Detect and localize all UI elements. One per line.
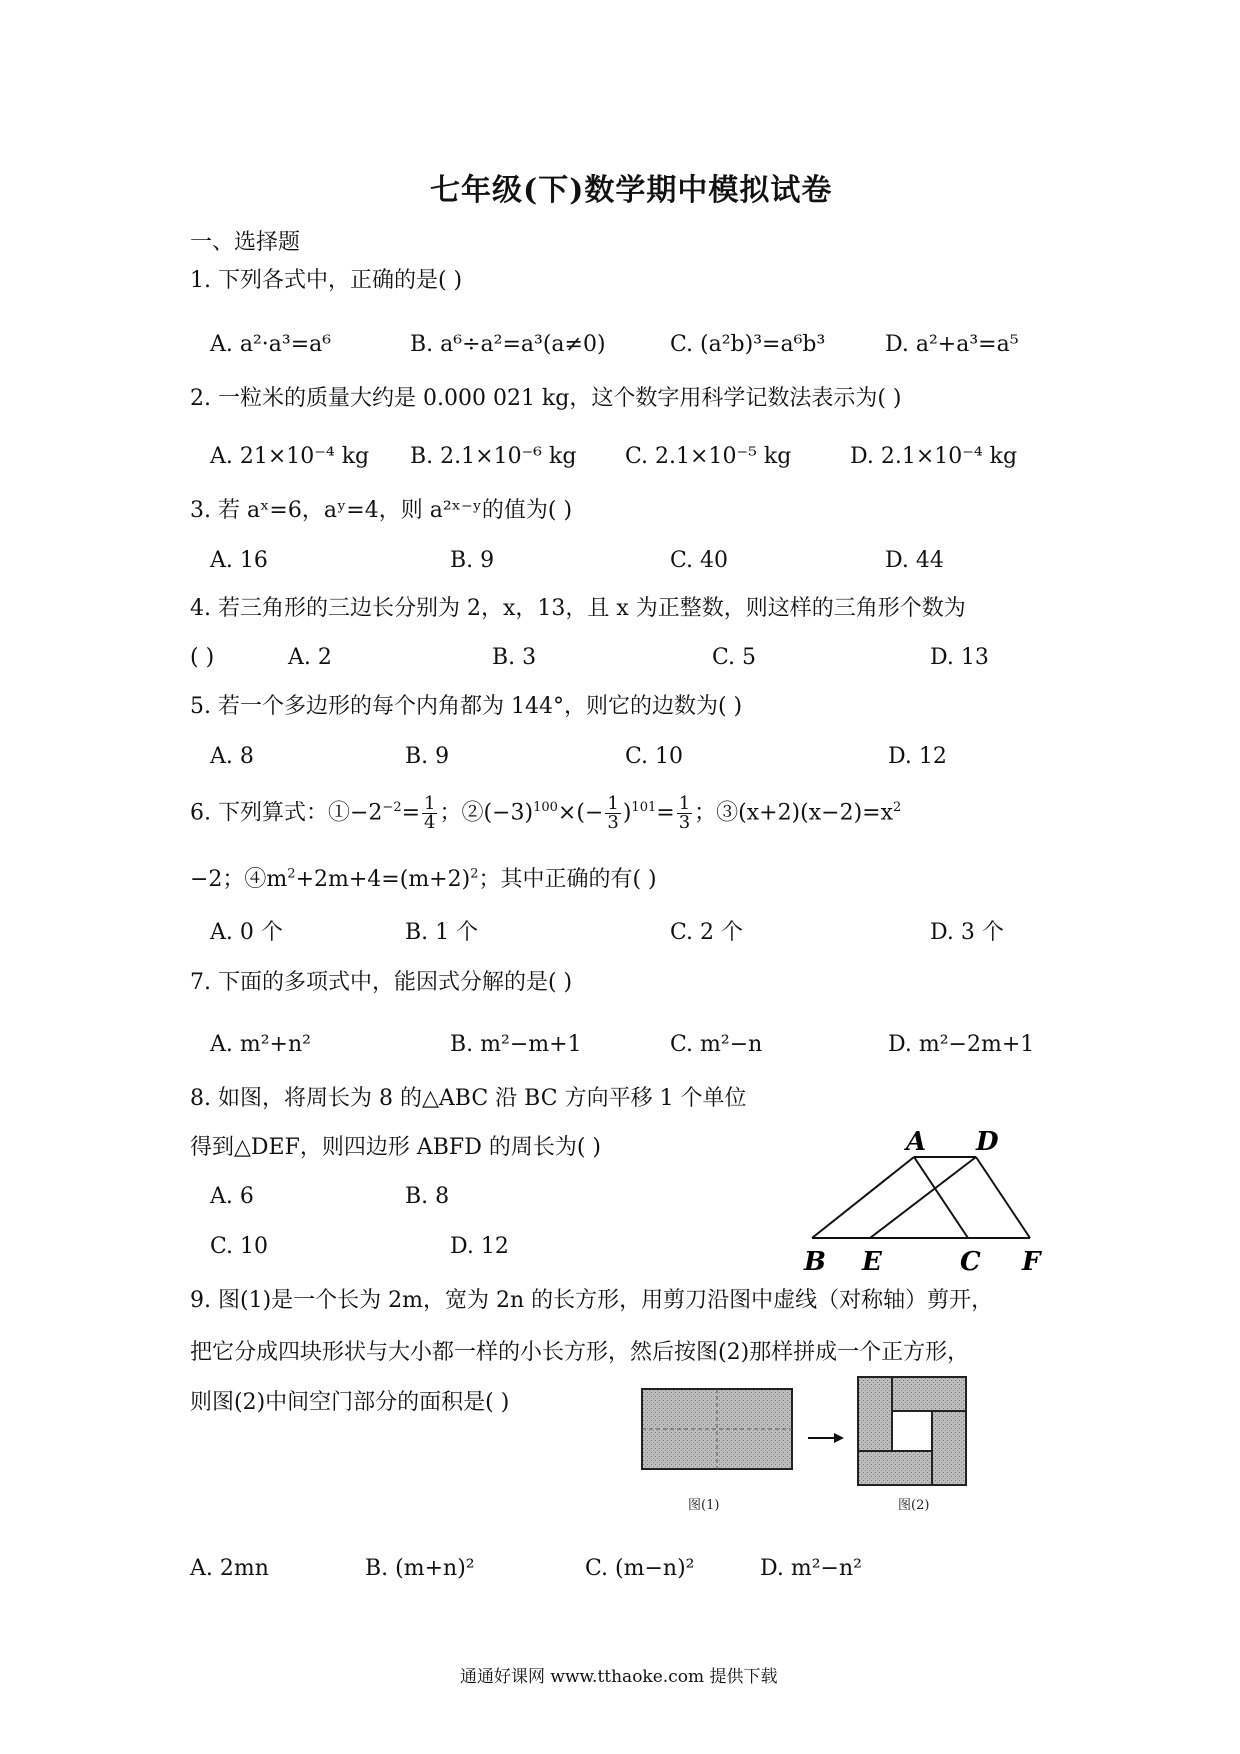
question-3-option-a: A. 16 [210,548,268,573]
vertex-label-d: D [976,1130,999,1157]
question-3-option-b: B. 9 [450,548,495,573]
question-5-stem: 5. 若一个多边形的每个内角都为 144°，则它的边数为( ) [190,694,743,719]
rectangle-square-figure [630,1375,990,1515]
question-4-option-b: B. 3 [492,645,537,670]
question-8-stem: 8. 如图，将周长为 8 的△ABC 沿 BC 方向平移 1 个单位 [190,1086,747,1111]
question-1-option-a: A. a²·a³=a⁶ [210,332,332,357]
translation-figure [800,1130,1060,1280]
footer-credit: 通通好课网 www.tthaoke.com 提供下载 [460,1667,778,1687]
question-9-stem-3: 则图(2)中间空门部分的面积是( ) [190,1390,510,1415]
question-9-option-b: B. (m+n)² [365,1556,475,1581]
question-8-option-b: B. 8 [405,1184,450,1209]
question-6-option-b: B. 1 个 [405,920,479,945]
question-8-stem-2: 得到△DEF，则四边形 ABFD 的周长为( ) [190,1135,601,1160]
question-7-option-a: A. m²+n² [210,1032,311,1057]
question-1-option-d: D. a²+a³=a⁵ [885,332,1019,357]
question-2-stem: 2. 一粒米的质量大约是 0.000 021 kg，这个数字用科学记数法表示为( ) [190,386,902,411]
question-3-option-d: D. 44 [885,548,944,573]
question-7-stem: 7. 下面的多项式中，能因式分解的是( ) [190,970,573,995]
question-5-option-d: D. 12 [888,744,947,769]
question-9-option-d: D. m²−n² [760,1556,862,1581]
question-6-option-a: A. 0 个 [210,920,283,945]
question-8-option-c: C. 10 [210,1234,269,1259]
vertex-label-f: F [1022,1247,1041,1277]
question-9-option-a: A. 2mn [190,1556,269,1581]
question-4-blank: ( ) [190,645,215,670]
question-1-stem: 1. 下列各式中，正确的是( ) [190,268,463,293]
vertex-label-b: B [804,1247,826,1277]
question-6-line-1: 6. 下列算式：$①-2^{-2}=$ $\frac{1}{4}$ ；$②(-3)^{100}\times(-$ $\frac{1}{3}$ )$^{101}$= $\frac{1}{3}$ ；$③(x+2)(x-2)=x^2$ [190,793,902,833]
question-6-line-2: −2；$④m^2+2m+4=(m+2)^2$；其中正确的有( ) [190,866,657,892]
question-4-option-a: A. 2 [288,645,332,670]
question-4-option-d: D. 13 [930,645,989,670]
question-3-option-c: C. 40 [670,548,729,573]
center-hole [892,1411,932,1451]
question-6-option-c: C. 2 个 [670,920,744,945]
fraction-one-third-a: $\frac{1}{3}$ [607,793,619,833]
question-2-option-b: B. 2.1×10⁻⁶ kg [410,444,577,469]
vertex-label-a: A [906,1130,927,1157]
question-5-option-b: B. 9 [405,744,450,769]
question-8-option-d: D. 12 [450,1234,509,1259]
figure-2-caption: 图(2) [898,1498,930,1513]
question-9-option-c: C. (m−n)² [585,1556,695,1581]
vertex-label-c: C [960,1247,981,1277]
question-4-stem: 4. 若三角形的三边长分别为 2，x，13，且 x 为正整数，则这样的三角形个数为 [190,596,966,621]
question-7-option-d: D. m²−2m+1 [888,1032,1035,1057]
question-9-stem-2: 把它分成四块形状与大小都一样的小长方形，然后按图(2)那样拼成一个正方形， [190,1340,970,1365]
question-7-option-b: B. m²−m+1 [450,1032,582,1057]
question-8-option-a: A. 6 [210,1184,254,1209]
question-2-option-a: A. 21×10⁻⁴ kg [210,444,370,469]
question-1-option-c: C. (a²b)³=a⁶b³ [670,332,826,357]
vertex-label-e: E [862,1247,882,1277]
question-5-option-c: C. 10 [625,744,684,769]
question-1-option-b: B. a⁶÷a²=a³(a≠0) [410,332,606,357]
question-2-option-d: D. 2.1×10⁻⁴ kg [850,444,1018,469]
question-7-option-c: C. m²−n [670,1032,763,1057]
question-5-option-a: A. 8 [210,744,254,769]
fraction-one-third-b: $\frac{1}{3}$ [678,793,691,833]
arrow-right-icon [834,1433,844,1443]
question-2-option-c: C. 2.1×10⁻⁵ kg [625,444,792,469]
fraction-one-quarter: $\frac{1}{4}$ [424,793,436,833]
figure-1-caption: 图(1) [688,1498,720,1513]
question-4-option-c: C. 5 [712,645,757,670]
question-9-stem: 9. 图(1)是一个长为 2m，宽为 2n 的长方形，用剪刀沿图中虚线（对称轴）剪开， [190,1288,994,1313]
page-title: 七年级(下)数学期中模拟试卷 [430,173,833,208]
question-6-option-d: D. 3 个 [930,920,1004,945]
section-heading: 一、选择题 [190,230,301,255]
question-3-stem: 3. 若 aˣ=6，aʸ=4，则 a²ˣ⁻ʸ的值为( ) [190,498,573,523]
